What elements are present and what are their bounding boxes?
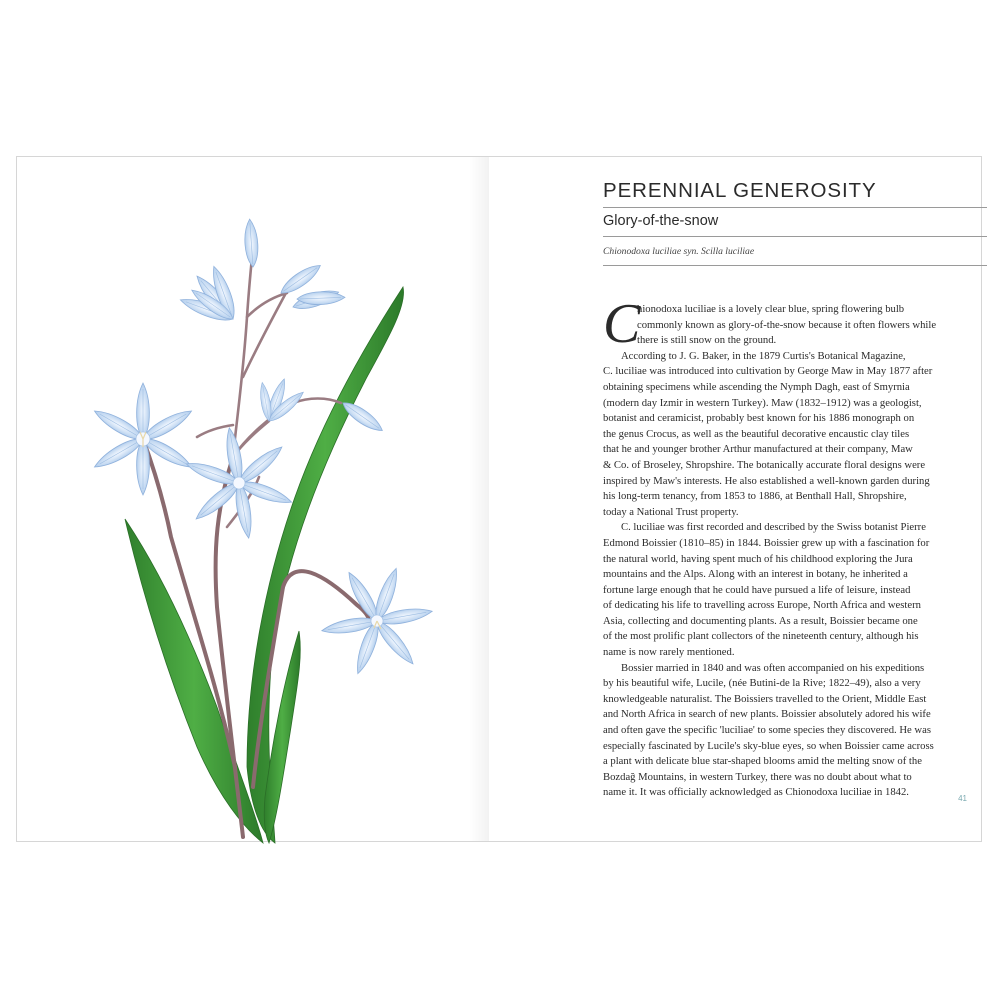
- title-rule: [603, 207, 987, 208]
- page-gutter: [469, 157, 489, 841]
- body-line: by his beautiful wife, Lucile, (née Butini-de la Rive; 1822–49), also a very: [603, 678, 921, 690]
- body-line: the natural world, having spent much of his childhood exploring the Jura: [603, 553, 913, 565]
- body-line: C. luciliae was first recorded and described by the Swiss botanist Pierre: [621, 522, 926, 534]
- body-line: hionodoxa luciliae is a lovely clear blue, spring flowering bulb: [637, 304, 905, 315]
- body-line: According to J. G. Baker, in the 1879 Curtis's Botanical Magazine,: [621, 350, 906, 362]
- botanical-name: Chionodoxa luciliae syn. Scilla luciliae: [603, 246, 755, 257]
- body-line: his long-term tenancy, from 1853 to 1886, at Benthall Hall, Shropshire,: [603, 491, 907, 503]
- body-line: & Co. of Broseley, Shropshire. The botanically accurate floral designs were: [603, 459, 926, 471]
- body-text: [603, 302, 987, 801]
- body-line: obtaining specimens while ascending the Nymph Dagh, east of Smyrnia: [603, 381, 910, 393]
- left-page: [17, 157, 483, 841]
- drop-cap: C: [603, 293, 641, 355]
- flower-center: [184, 427, 294, 540]
- body-line: that he and younger brother Arthur manufactured at their company, Maw: [603, 444, 913, 456]
- flower-upper-left: [178, 264, 239, 325]
- body-line: inspired by Maw's interests. He also established a well-known garden during: [603, 475, 930, 487]
- flower-lower-right: [321, 566, 434, 676]
- body-line: knowledgeable naturalist. The Boissiers travelled to the Orient, Middle East: [603, 693, 927, 705]
- body-line: of the most prolific plant collectors of the nineteenth century, although his: [603, 631, 919, 643]
- body-line: Asia, collecting and documenting plants. As a result, Boissier became one: [603, 615, 918, 627]
- body-line: of dedicating his life to travelling across Europe, North Africa and western: [603, 600, 921, 612]
- body-line: a plant with delicate blue star-shaped blooms amid the melting snow of the: [603, 756, 922, 768]
- body-line: and North Africa in search of new plants. Boissier absolutely adored his wife: [603, 709, 931, 721]
- body-line: C. luciliae was introduced into cultivation by George Maw in May 1877 after: [603, 366, 933, 378]
- body-line: today a National Trust property.: [603, 506, 739, 518]
- body-line: Bozdağ Mountains, in western Turkey, there was no doubt about what to: [603, 771, 912, 783]
- body-line: there is still snow on the ground.: [637, 335, 777, 347]
- subtitle-rule: [603, 236, 987, 237]
- body-line: name is now rarely mentioned.: [603, 647, 735, 659]
- body-line: the genus Crocus, as well as the beautiful decorative encaustic clay tiles: [603, 428, 910, 440]
- bud-top: [243, 219, 259, 268]
- body-line: Edmond Boissier (1810–85) in 1844. Boissier grew up with a fascination for: [603, 537, 930, 549]
- leaf-left: [125, 519, 263, 843]
- body-line: (modern day Izmir in western Turkey). Maw (1832–1912) was a geologist,: [603, 397, 922, 409]
- body-line: name it. It was officially acknowledged as Chionodoxa luciliae in 1842.: [603, 787, 909, 799]
- body-line: botanist and ceramicist, probably best known for his 1886 monograph on: [603, 413, 915, 425]
- common-name: Glory-of-the-snow: [603, 213, 719, 229]
- glory-of-the-snow-illustration: [47, 207, 447, 847]
- chapter-title: PERENNIAL GENEROSITY: [603, 179, 877, 202]
- body-line: commonly known as glory-of-the-snow because it often flowers while: [637, 319, 937, 331]
- body-line: mountains and the Alps. Along with an interest in botany, he inherited a: [603, 569, 908, 581]
- body-line: fortune large enough that he could have pursued a life of leisure, instead: [603, 584, 911, 596]
- botanical-rule: [603, 265, 987, 266]
- body-line: especially fascinated by Lucile's sky-blue eyes, so when Boissier came across: [603, 740, 934, 752]
- right-page: [489, 157, 981, 841]
- body-line: Bossier married in 1840 and was often accompanied on his expeditions: [621, 662, 925, 674]
- flower-large-left: [91, 383, 194, 495]
- page-number: 41: [958, 794, 967, 803]
- book-spread: [16, 156, 982, 842]
- body-line: and often gave the specific 'luciliae' to some species they discovered. He was: [603, 725, 931, 737]
